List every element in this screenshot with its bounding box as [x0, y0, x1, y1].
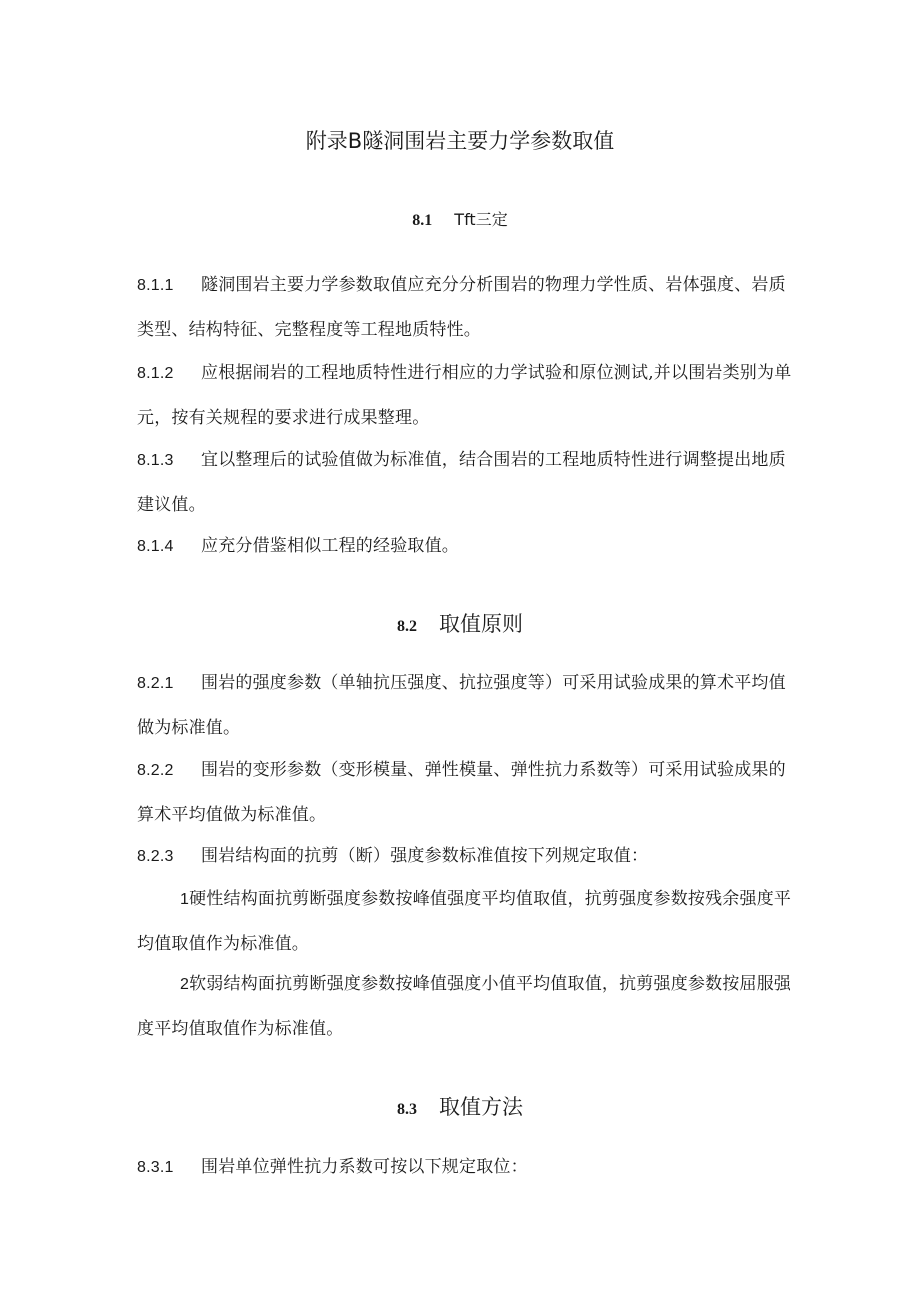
clause-number: 8.2.2	[137, 762, 174, 779]
section-number: 8.3	[397, 1101, 417, 1118]
section-number: 8.1	[412, 212, 433, 229]
list-item-2	[137, 962, 800, 1051]
clause-8-1-3	[137, 438, 800, 527]
section-title: 取值原则	[439, 612, 523, 636]
clause-text: 围岩结构面的抗剪（断）强度参数标准值按下列规定取值：	[201, 846, 649, 866]
item-number: 2	[180, 976, 190, 993]
page-title: 附录B隧洞围岩主要力学参数取值	[305, 129, 615, 153]
section-heading-8-3	[0, 1092, 920, 1125]
section-number: 8.2	[397, 618, 417, 635]
section-heading-8-2	[0, 609, 920, 642]
clause-8-2-3	[137, 834, 800, 879]
list-item-1	[137, 877, 800, 966]
clause-8-1-1	[137, 263, 800, 352]
clause-text: 应充分借鉴相似工程的经验取值。	[201, 536, 459, 556]
clause-number: 8.1.2	[137, 365, 174, 382]
clause-8-2-2	[137, 748, 800, 837]
clause-text: 围岩的强度参数（单轴抗压强度、抗拉强度等）可采用试验成果的算术平均值做为标准值。	[137, 673, 786, 738]
clause-number: 8.2.3	[137, 848, 174, 865]
clause-text: 应根据闹岩的工程地质特性进行相应的力学试验和原位测试,并以围岩类别为单元，按有关规程的要求进行成果整理。	[137, 363, 792, 428]
clause-number: 8.1.3	[137, 452, 174, 469]
clause-text: 围岩的变形参数（变形模量、弹性模量、弹性抗力系数等）可采用试验成果的算术平均值做为标准值。	[137, 760, 786, 825]
clause-number: 8.1.1	[137, 277, 174, 294]
clause-8-3-1	[137, 1145, 800, 1190]
clause-number: 8.3.1	[137, 1159, 174, 1176]
section-title: 取值方法	[439, 1095, 523, 1119]
section-title: Tft三定	[454, 210, 508, 229]
clause-number: 8.1.4	[137, 538, 174, 555]
clause-text: 隧洞围岩主要力学参数取值应充分分析围岩的物理力学性质、岩体强度、岩质类型、结构特征、完整程度等工程地质特性。	[137, 275, 786, 340]
item-text: 硬性结构面抗剪断强度参数按峰值强度平均值取值，抗剪强度参数按残余强度平均值取值作为标准值。	[137, 889, 792, 954]
clause-8-2-1	[137, 661, 800, 750]
clause-text: 围岩单位弹性抗力系数可按以下规定取位：	[201, 1157, 528, 1177]
item-number: 1	[180, 891, 190, 908]
section-heading-8-1	[0, 206, 920, 235]
clause-number: 8.2.1	[137, 675, 174, 692]
clause-text: 宜以整理后的试验值做为标准值，结合围岩的工程地质特性进行调整提出地质建议值。	[137, 450, 786, 515]
clause-8-1-4	[137, 524, 800, 569]
item-text: 软弱结构面抗剪断强度参数按峰值强度小值平均值取值，抗剪强度参数按屈服强度平均值取值作为标准值。	[137, 974, 792, 1039]
clause-8-1-2	[137, 351, 800, 440]
